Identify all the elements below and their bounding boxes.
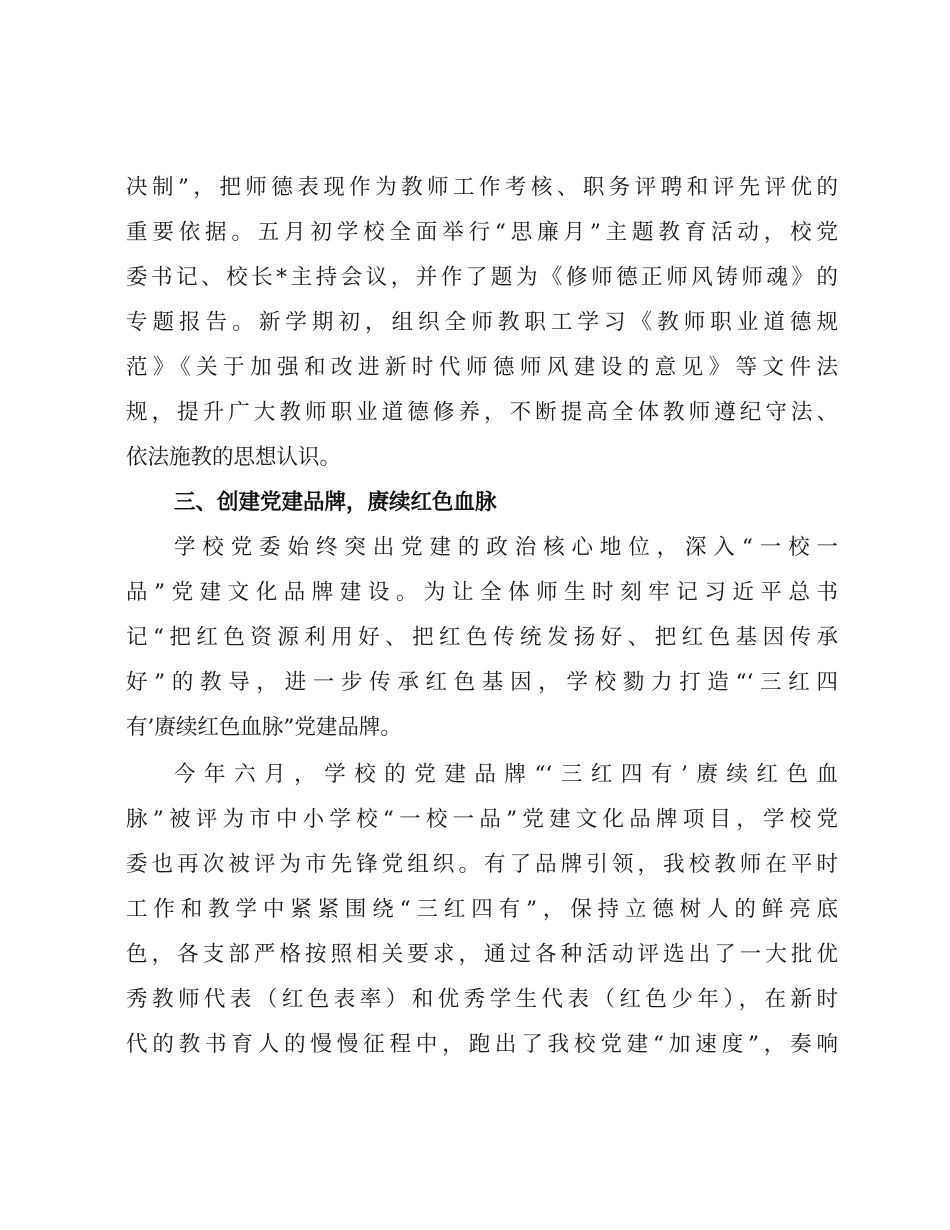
paragraph-2-line-2: 品”党建文化品牌建设。为让全体师生时刻牢记习近平总书: [126, 580, 838, 605]
paragraph-3-line-3: 委也再次被评为市先锋党组织。有了品牌引领，我校教师在平时: [126, 852, 838, 877]
paragraph-1-line-7: 依法施教的思想认识。: [126, 445, 342, 470]
paragraph-3-line-1: 今年六月，学校的党建品牌“‘三红四有’赓续红色血: [174, 762, 838, 787]
paragraph-1-line-3: 委书记、校长*主持会议，并作了题为《修师德正师风铸师魂》的: [126, 265, 838, 290]
paragraph-1-line-4: 专题报告。新学期初，组织全师教职工学习《教师职业道德规: [126, 310, 838, 335]
paragraph-3-line-2: 脉”被评为市中小学校“一校一品”党建文化品牌项目，学校党: [126, 807, 838, 832]
paragraph-1-line-1: 决制”，把师德表现作为教师工作考核、职务评聘和评先评优的: [126, 175, 838, 200]
paragraph-2-line-1: 学校党委始终突出党建的政治核心地位，深入“一校一: [174, 535, 838, 560]
paragraph-1-line-6: 规，提升广大教师职业道德修养，不断提高全体教师遵纪守法、: [126, 400, 838, 425]
paragraph-2-line-4: 好”的教导，进一步传承红色基因，学校勠力打造“‘三红四: [126, 670, 838, 695]
section-heading: 三、创建党建品牌，赓续红色血脉: [174, 490, 497, 515]
paragraph-3-line-7: 代的教书育人的慢慢征程中，跑出了我校党建“加速度”，奏响: [126, 1032, 838, 1057]
paragraph-1-line-5: 范》《关于加强和改进新时代师德师风建设的意见》等文件法: [126, 355, 838, 380]
paragraph-1-line-2: 重要依据。五月初学校全面举行“思廉月”主题教育活动，校党: [126, 220, 838, 245]
paragraph-2-line-5: 有’赓续红色血脉”党建品牌。: [126, 715, 402, 740]
paragraph-2-line-3: 记“把红色资源利用好、把红色传统发扬好、把红色基因传承: [126, 625, 838, 650]
paragraph-3-line-6: 秀教师代表（红色表率）和优秀学生代表（红色少年），在新时: [126, 987, 838, 1012]
paragraph-3-line-5: 色，各支部严格按照相关要求，通过各种活动评选出了一大批优: [126, 942, 838, 967]
paragraph-3-line-4: 工作和教学中紧紧围绕“三红四有”，保持立德树人的鲜亮底: [126, 897, 838, 922]
